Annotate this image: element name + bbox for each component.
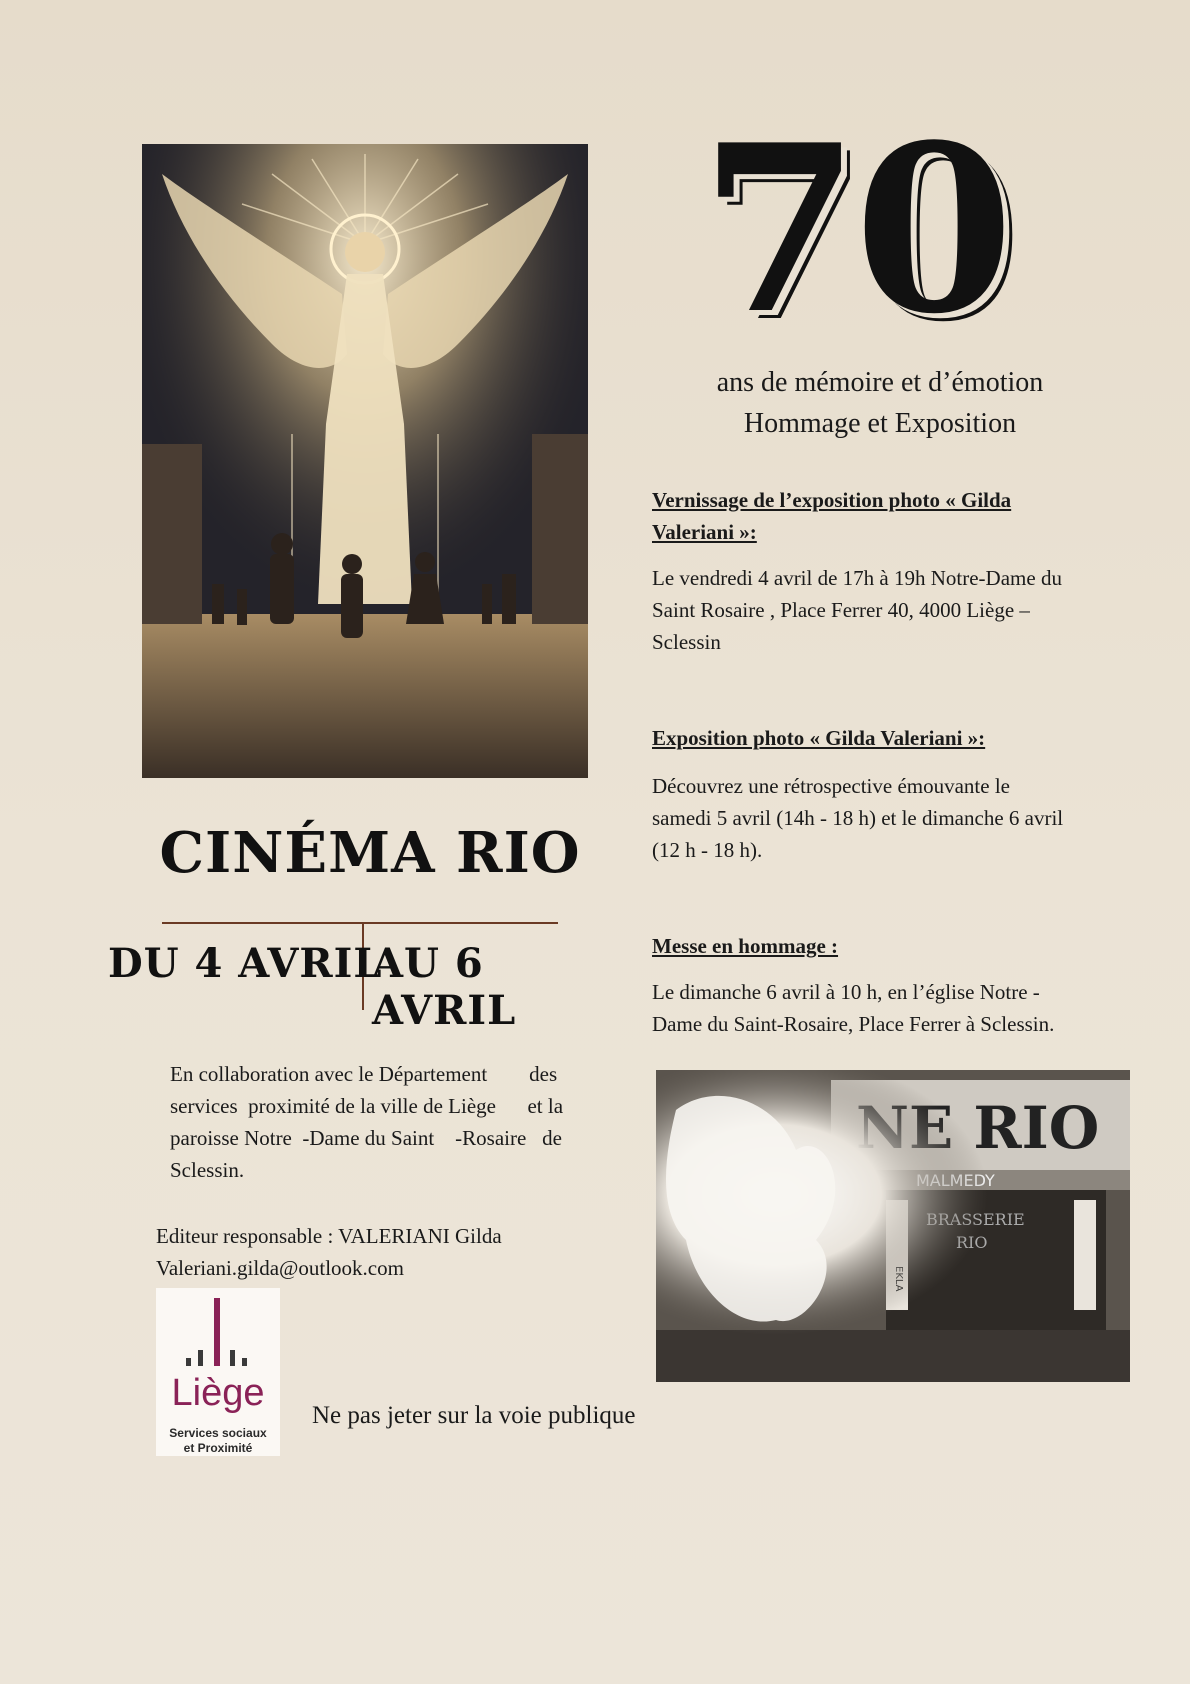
messe-body-line1: Le dimanche 6 avril à 10 h, en l’église Notre - [652, 980, 1040, 1004]
liege-logo [156, 1288, 280, 1456]
messe-body-line2: Dame du Saint-Rosaire, Place Ferrer à Sclessin. [652, 1012, 1055, 1036]
date-to: AU 6 AVRIL [372, 940, 517, 1034]
collaboration-line1: En collaboration avec le Département des [170, 1062, 558, 1086]
exposition-body-line1: Découvrez une rétrospective émouvante le [652, 774, 1010, 798]
dates-divider-top [162, 922, 558, 924]
vernissage-heading-line1: Vernissage de l’exposition photo « Gilda [652, 488, 1012, 512]
cinema-title: CINÉMA RIO [159, 820, 581, 886]
angel-illustration [142, 144, 588, 778]
logo-city-name: Liège [171, 1372, 265, 1414]
exposition-body-line2: samedi 5 avril (14h - 18 h) et le dimanche 6 avril [652, 806, 1064, 830]
date-from: DU 4 AVRIL [108, 940, 383, 987]
logo-bars-icon [156, 1288, 280, 1372]
editor-responsible: Editeur responsable : VALERIANI Gilda [156, 1224, 502, 1248]
exposition-heading: Exposition photo « Gilda Valeriani »: [652, 726, 986, 750]
vernissage-body-line1: Le vendredi 4 avril de 17h à 19h Notre-Dame du [652, 566, 1062, 590]
subtitle-tribute: Hommage et Exposition [743, 408, 1017, 439]
event-dates [100, 920, 640, 1034]
vernissage-body-line2: Saint Rosaire , Place Ferrer 40, 4000 Liège – [652, 598, 1030, 622]
messe-heading: Messe en hommage : [652, 934, 839, 958]
collaboration-text [170, 1058, 616, 1186]
collaboration-line2: services proximité de la ville de Liège et la [170, 1094, 564, 1118]
subtitle-memory: ans de mémoire et d’émotion [716, 367, 1044, 398]
logo-subtitle-line2: et Proximité [183, 1441, 253, 1455]
collaboration-line4: Sclessin. [170, 1158, 245, 1182]
vernissage-heading-line2: Valeriani »: [652, 520, 757, 544]
collaboration-line3: paroisse Notre -Dame du Saint -Rosaire de [170, 1126, 562, 1150]
exposition-body-line3: (12 h - 18 h). [652, 838, 763, 862]
vernissage-body-line3: Sclessin [652, 630, 721, 654]
anniversary-number: 70 [700, 95, 1009, 365]
editor-email: Valeriani.gilda@outlook.com [156, 1256, 404, 1280]
footer-note: Ne pas jeter sur la voie publique [312, 1402, 636, 1429]
logo-subtitle-line1: Services sociaux [169, 1426, 267, 1440]
cinema-fire-photo [656, 1070, 1130, 1382]
